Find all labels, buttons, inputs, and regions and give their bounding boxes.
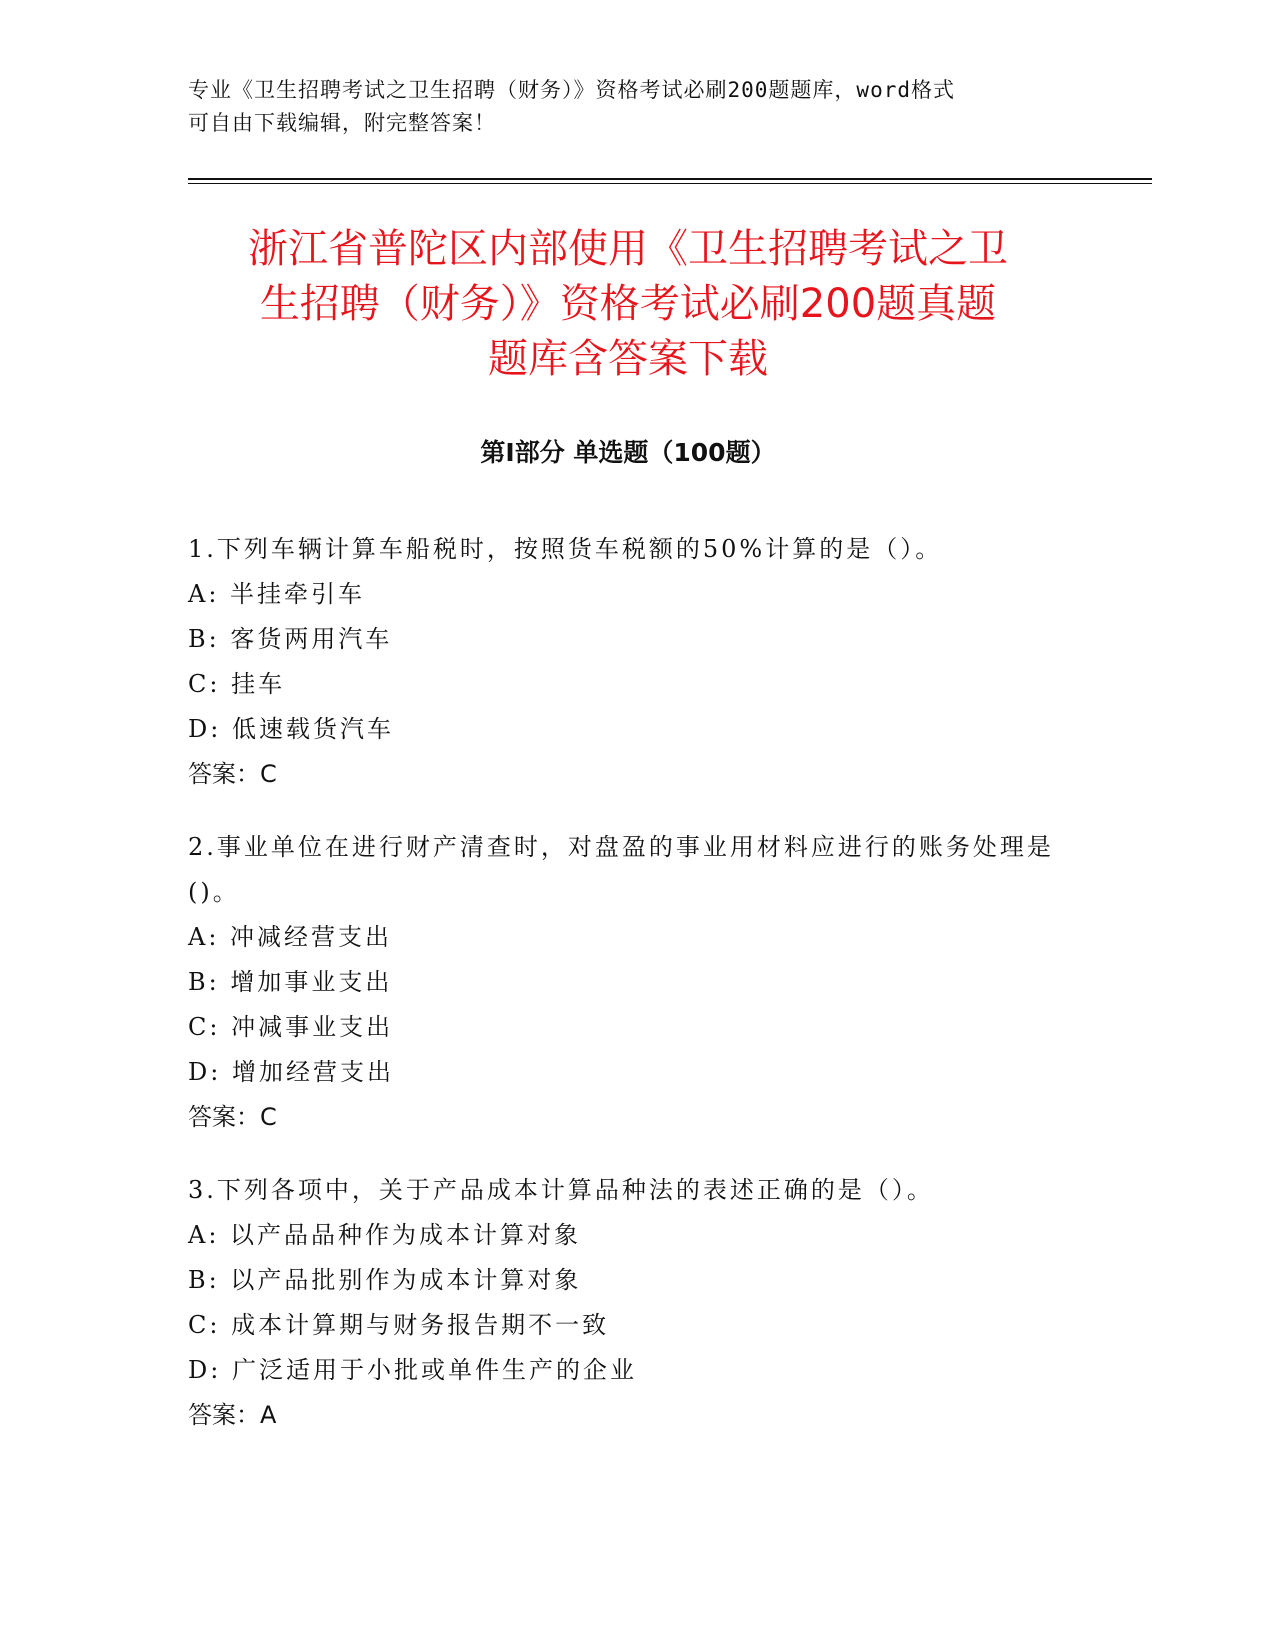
question-option-b: B: 增加事业支出 bbox=[188, 968, 393, 996]
document-title-line1: 浙江省普陀区内部使用《卫生招聘考试之卫 bbox=[248, 226, 1008, 272]
question-option-d: D: 增加经营支出 bbox=[188, 1058, 394, 1086]
document-title-line2: 生招聘（财务）》资格考试必刷200题真题 bbox=[259, 281, 997, 327]
question-answer: 答案：A bbox=[188, 1401, 277, 1429]
question-answer: 答案：C bbox=[188, 1103, 277, 1131]
question-option-b: B: 以产品批别作为成本计算对象 bbox=[188, 1266, 582, 1294]
question-item bbox=[188, 1168, 1068, 1438]
question-stem: 2.事业单位在进行财产清查时，对盘盈的事业用材料应进行的账务处理是()。 bbox=[188, 833, 1054, 906]
header-note bbox=[188, 74, 1088, 140]
header-rule-thin bbox=[188, 183, 1152, 184]
question-option-a: A: 冲减经营支出 bbox=[188, 923, 393, 951]
question-item bbox=[188, 527, 1068, 797]
question-item bbox=[188, 825, 1068, 1140]
question-option-a: A: 半挂牵引车 bbox=[188, 580, 366, 608]
header-note-line2: 可自由下载编辑，附完整答案！ bbox=[188, 111, 496, 135]
document-title bbox=[188, 222, 1068, 387]
question-answer: 答案：C bbox=[188, 760, 277, 788]
question-option-a: A: 以产品品种作为成本计算对象 bbox=[188, 1221, 582, 1249]
question-stem: 3.下列各项中，关于产品成本计算品种法的表述正确的是（）。 bbox=[188, 1176, 934, 1204]
question-stem: 1.下列车辆计算车船税时，按照货车税额的50%计算的是（）。 bbox=[188, 535, 943, 563]
header-rule-thick bbox=[188, 178, 1152, 180]
document-title-line3: 题库含答案下载 bbox=[488, 336, 768, 382]
question-option-c: C: 冲减事业支出 bbox=[188, 1013, 394, 1041]
question-option-d: D: 广泛适用于小批或单件生产的企业 bbox=[188, 1356, 637, 1384]
question-option-c: C: 成本计算期与财务报告期不一致 bbox=[188, 1311, 610, 1339]
question-option-b: B: 客货两用汽车 bbox=[188, 625, 393, 653]
question-list bbox=[188, 527, 1068, 1466]
question-option-c: C: 挂车 bbox=[188, 670, 286, 698]
header-note-line1: 专业《卫生招聘考试之卫生招聘（财务）》资格考试必刷200题题库，word格式 bbox=[188, 78, 955, 102]
question-option-d: D: 低速载货汽车 bbox=[188, 715, 394, 743]
section-title: 第Ⅰ部分 单选题（100题） bbox=[480, 438, 776, 467]
